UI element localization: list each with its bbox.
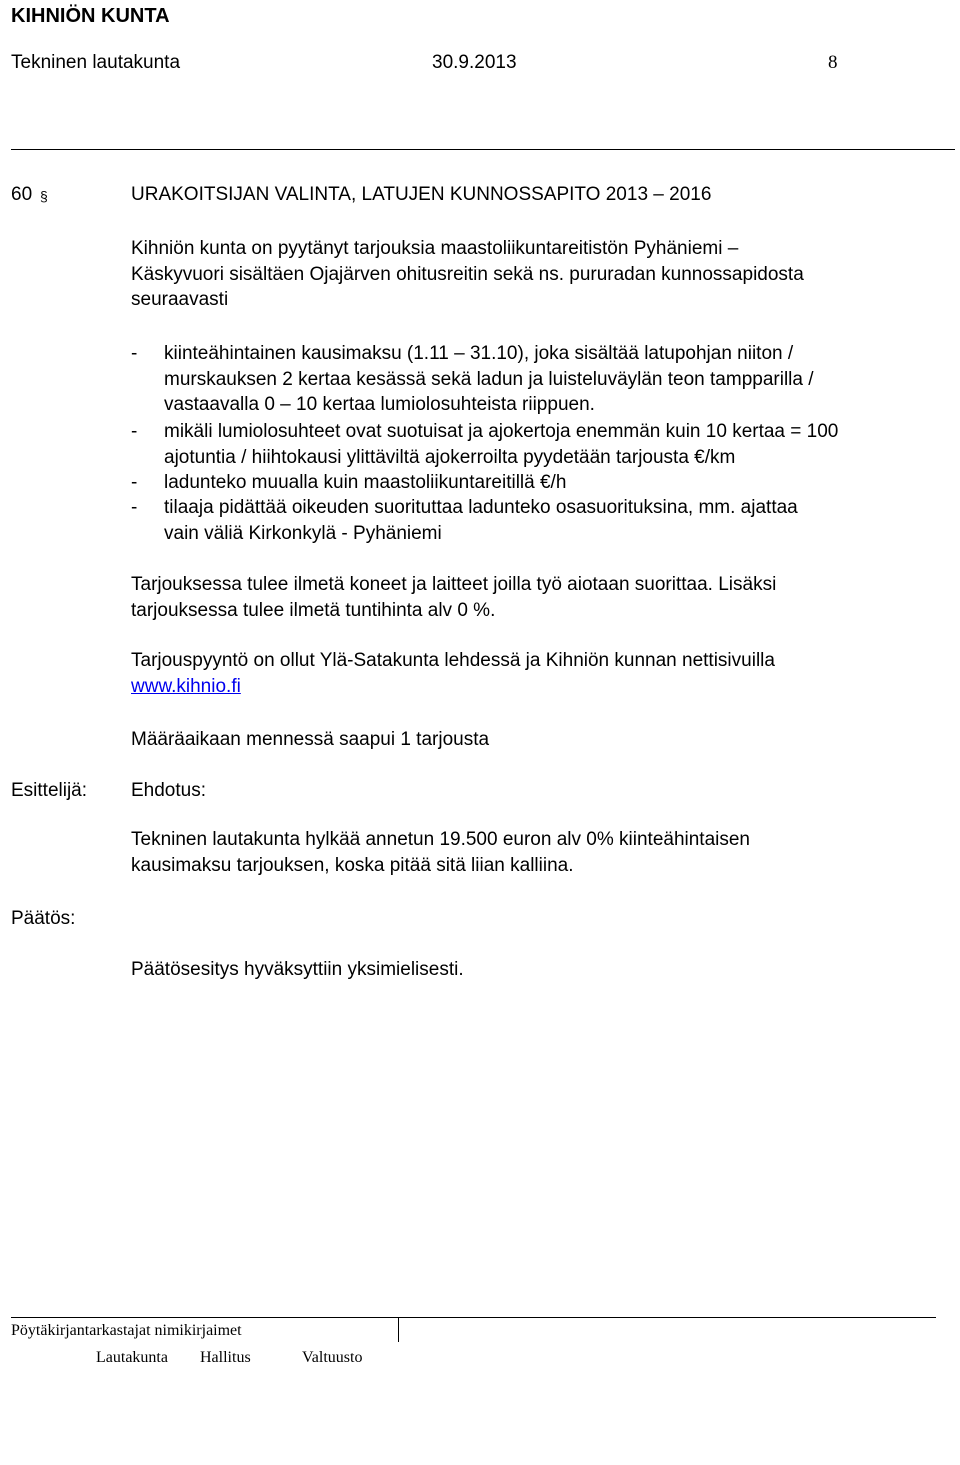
offer-line: Tarjouksessa tulee ilmetä koneet ja laitteet joilla työ aiotaan suorittaa. Lisäksi	[131, 574, 777, 595]
section-number: 60	[11, 184, 33, 205]
proposal-paragraph	[131, 827, 750, 878]
list-line: kiinteähintainen kausimaksu (1.11 – 31.10), joka sisältää latupohjan niiton /	[164, 343, 794, 364]
list-line: ajotuntia / hiihtokausi ylittäviltä ajokerroilta pyydetään tarjousta €/km	[164, 446, 736, 468]
list-dash: -	[131, 497, 138, 518]
intro-paragraph	[131, 236, 804, 313]
proposal-line: kausimaksu tarjouksen, koska pitää sitä liian kalliina.	[131, 854, 574, 876]
proposal-label: Ehdotus:	[131, 780, 206, 801]
decision-label: Päätös:	[11, 908, 76, 929]
decision-text: Päätösesitys hyväksyttiin yksimielisesti.	[131, 959, 464, 980]
footer-col-hallitus: Hallitus	[200, 1349, 251, 1366]
list-line: murskauksen 2 kertaa kesässä sekä ladun ja luisteluväylän teon tampparilla /	[164, 368, 814, 390]
page-number: 8	[828, 52, 838, 73]
footer-col-valtuusto: Valtuusto	[302, 1349, 363, 1366]
list-line: vastaavalla 0 – 10 kertaa lumiolosuhteista riippuen.	[164, 394, 595, 415]
intro-line: Käskyvuori sisältäen Ojajärven ohitusreitin sekä ns. pururadan kunnossapidosta	[131, 263, 804, 285]
committee-name: Tekninen lautakunta	[11, 52, 181, 73]
offer-line: tarjouksessa tulee ilmetä tuntihinta alv 0 %.	[131, 599, 496, 621]
list-line: vain väliä Kirkonkylä - Pyhäniemi	[164, 522, 442, 544]
header-divider	[11, 149, 955, 150]
footer-title: Pöytäkirjantarkastajat nimikirjaimet	[11, 1322, 242, 1339]
org-name: KIHNIÖN KUNTA	[11, 5, 170, 27]
list-line: mikäli lumiolosuhteet ovat suotuisat ja ajokertoja enemmän kuin 10 kertaa = 100	[164, 421, 839, 442]
footer-col-lautakunta: Lautakunta	[96, 1349, 168, 1366]
list-dash: -	[131, 472, 138, 493]
deadline-text: Määräaikaan mennessä saapui 1 tarjousta	[131, 729, 490, 750]
list-dash: -	[131, 343, 138, 364]
presenter-label: Esittelijä:	[11, 780, 88, 801]
footer-divider	[11, 1317, 936, 1318]
section-title: URAKOITSIJAN VALINTA, LATUJEN KUNNOSSAPITO 2013 – 2016	[131, 184, 712, 205]
list-dash: -	[131, 421, 138, 442]
list-line: ladunteko muualla kuin maastoliikuntareitillä €/h	[164, 472, 567, 493]
publication-paragraph	[131, 648, 775, 699]
meeting-date: 30.9.2013	[432, 52, 517, 73]
offer-paragraph	[131, 572, 776, 623]
intro-line: seuraavasti	[131, 289, 229, 310]
website-link[interactable]: www.kihnio.fi	[131, 675, 241, 697]
footer-vertical-rule	[398, 1318, 399, 1342]
intro-line: Kihniön kunta on pyytänyt tarjouksia maastoliikuntareitistön Pyhäniemi –	[131, 238, 739, 259]
section-symbol: §	[40, 188, 48, 204]
list-line: tilaaja pidättää oikeuden suorituttaa ladunteko osasuorituksina, mm. ajattaa	[164, 497, 798, 518]
publication-line: Tarjouspyyntö on ollut Ylä-Satakunta lehdessä ja Kihniön kunnan nettisivuilla	[131, 650, 775, 671]
proposal-line: Tekninen lautakunta hylkää annetun 19.500 euron alv 0% kiinteähintaisen	[131, 829, 751, 850]
